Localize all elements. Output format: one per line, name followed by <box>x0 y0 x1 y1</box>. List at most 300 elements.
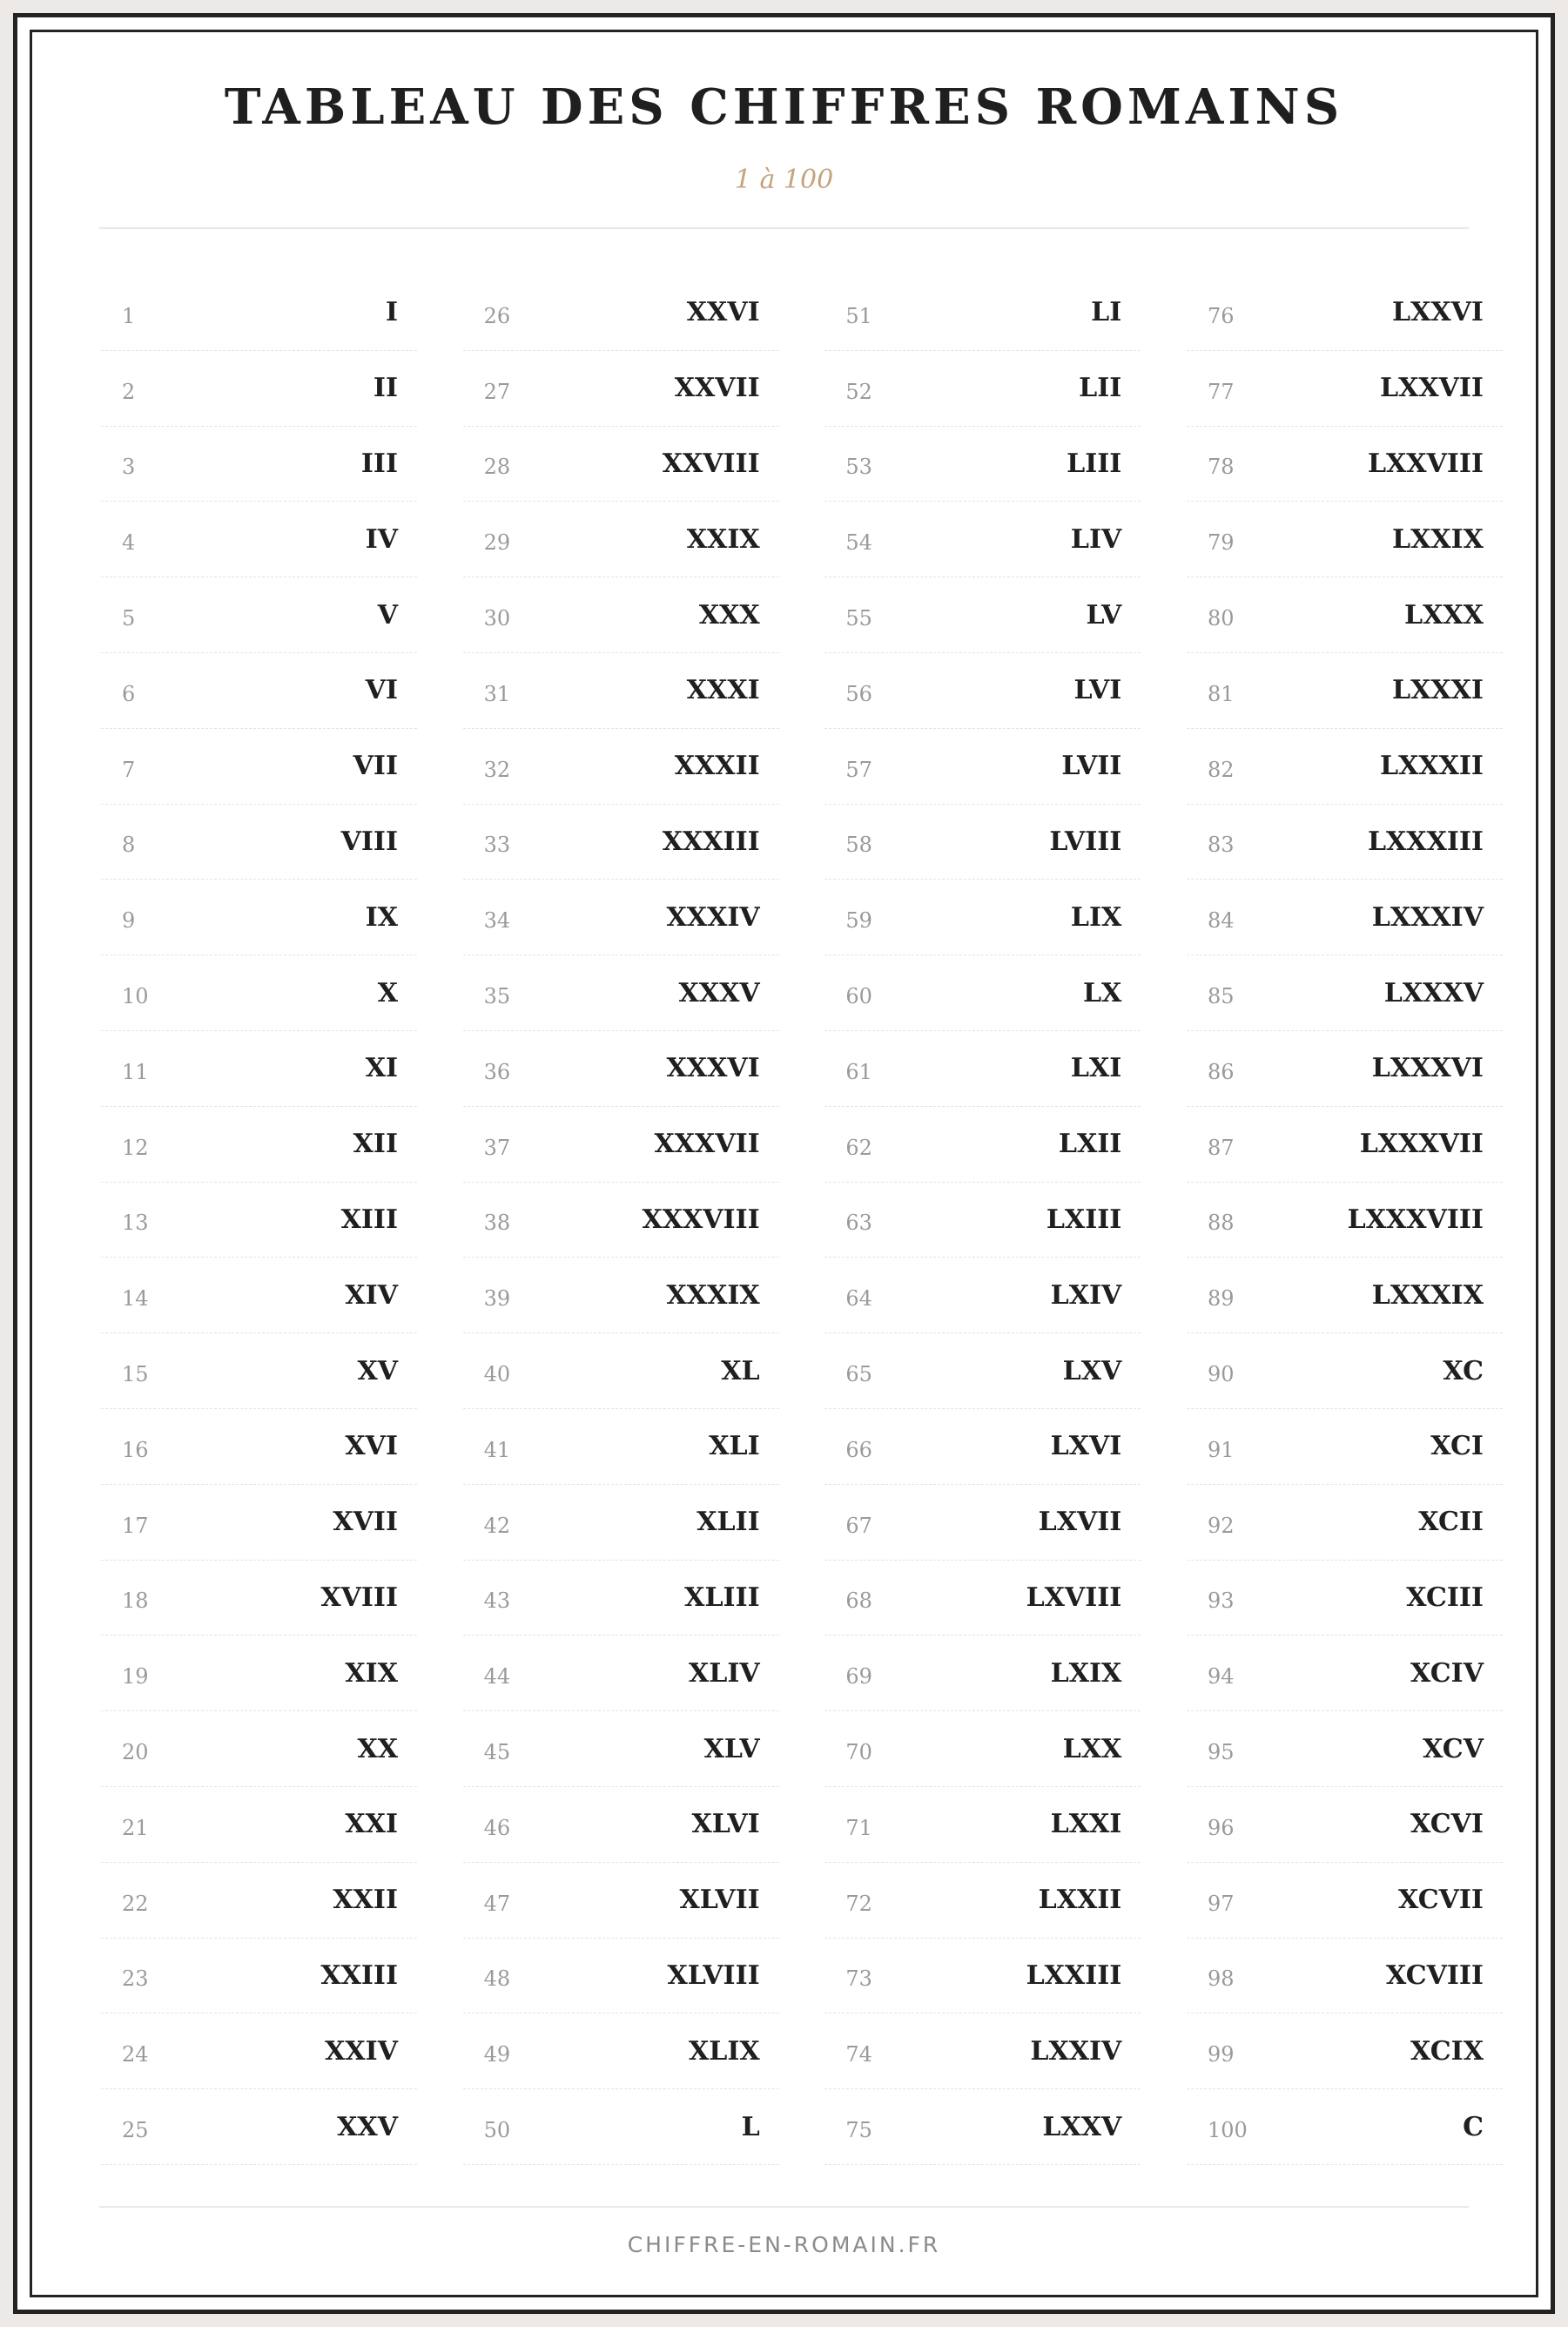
arabic-number: 26 <box>483 303 511 328</box>
arabic-number: 65 <box>845 1362 872 1387</box>
roman-numeral: XXI <box>345 1809 398 1840</box>
roman-numeral: LX <box>1082 977 1122 1008</box>
table-row <box>1187 1939 1503 2014</box>
page-title: TABLEAU DES CHIFFRES ROMAINS <box>224 78 1344 136</box>
table-row <box>101 1333 417 1409</box>
roman-numeral: LXXXII <box>1379 751 1484 782</box>
roman-numeral: LXXVII <box>1379 373 1484 404</box>
arabic-number: 78 <box>1207 455 1235 480</box>
table-row <box>824 1333 1141 1409</box>
roman-numeral: XCIV <box>1410 1657 1484 1689</box>
table-row <box>101 502 417 577</box>
arabic-number: 12 <box>122 1135 149 1160</box>
arabic-number: 86 <box>1207 1059 1235 1084</box>
arabic-number: 33 <box>483 833 511 858</box>
roman-numeral: XXXV <box>678 977 760 1008</box>
arabic-number: 71 <box>845 1815 872 1840</box>
arabic-number: 30 <box>483 606 511 631</box>
arabic-number: 10 <box>122 984 149 1009</box>
roman-numeral: XXVIII <box>662 448 760 479</box>
arabic-number: 58 <box>845 833 872 858</box>
roman-numeral: IV <box>365 523 398 555</box>
arabic-number: 84 <box>1207 908 1235 934</box>
roman-numeral: XXXVI <box>666 1053 760 1084</box>
roman-numeral: LXVII <box>1038 1507 1122 1538</box>
arabic-number: 99 <box>1207 2042 1235 2067</box>
arabic-number: 46 <box>483 1815 511 1840</box>
table-row <box>1187 1031 1503 1107</box>
table-row <box>1187 1258 1503 1333</box>
table-row <box>1187 805 1503 880</box>
arabic-number: 81 <box>1207 681 1235 706</box>
arabic-number: 21 <box>122 1815 149 1840</box>
arabic-number: 17 <box>122 1513 149 1538</box>
table-row <box>463 1333 779 1409</box>
arabic-number: 2 <box>122 379 136 404</box>
table-row <box>101 1107 417 1183</box>
table-row <box>824 1183 1141 1258</box>
arabic-number: 28 <box>483 455 511 480</box>
roman-numeral: XLVIII <box>667 1959 760 1991</box>
arabic-number: 63 <box>845 1211 872 1236</box>
arabic-number: 23 <box>122 1966 149 1992</box>
table-row <box>101 351 417 427</box>
roman-numeral: LIX <box>1070 901 1122 933</box>
roman-numeral: XXII <box>333 1885 398 1916</box>
table-row <box>101 880 417 955</box>
roman-numeral: XXXVIII <box>642 1204 760 1235</box>
arabic-number: 51 <box>845 303 872 328</box>
roman-numeral: XXXII <box>674 751 760 782</box>
table-row <box>824 1863 1141 1939</box>
table-row <box>1187 1333 1503 1409</box>
table-row <box>824 880 1141 955</box>
roman-numeral: LXVIII <box>1026 1582 1122 1613</box>
roman-numeral: LXXIX <box>1392 523 1484 555</box>
arabic-number: 91 <box>1207 1437 1235 1462</box>
arabic-number: 79 <box>1207 530 1235 556</box>
arabic-number: 56 <box>845 681 872 706</box>
roman-numeral: LXXVIII <box>1367 448 1484 479</box>
roman-numeral: II <box>373 373 398 404</box>
table-row <box>1187 2089 1503 2165</box>
arabic-number: 88 <box>1207 1211 1235 1236</box>
roman-numeral: LIII <box>1067 448 1122 479</box>
table-row <box>1187 427 1503 502</box>
table-row <box>101 1939 417 2014</box>
arabic-number: 43 <box>483 1588 511 1614</box>
arabic-number: 9 <box>122 908 136 934</box>
table-row <box>101 805 417 880</box>
table-row <box>101 577 417 653</box>
arabic-number: 97 <box>1207 1891 1235 1916</box>
table-row <box>824 1939 1141 2014</box>
table-row <box>101 729 417 805</box>
table-row <box>824 427 1141 502</box>
arabic-number: 6 <box>122 681 136 706</box>
table-row <box>463 1561 779 1636</box>
arabic-number: 31 <box>483 681 511 706</box>
roman-numeral: XCI <box>1430 1431 1484 1462</box>
roman-numeral: C <box>1463 2111 1484 2142</box>
table-row <box>824 955 1141 1031</box>
arabic-number: 45 <box>483 1740 511 1765</box>
arabic-number: 25 <box>122 2118 149 2143</box>
arabic-number: 39 <box>483 1286 511 1312</box>
roman-numeral: LXI <box>1070 1053 1122 1084</box>
arabic-number: 24 <box>122 2042 149 2067</box>
arabic-number: 95 <box>1207 1740 1235 1765</box>
roman-numeral: XXX <box>698 599 760 631</box>
roman-numeral: LXII <box>1058 1129 1122 1160</box>
roman-numeral: VIII <box>340 826 398 857</box>
arabic-number: 73 <box>845 1966 872 1992</box>
arabic-number: 5 <box>122 606 136 631</box>
table-row <box>824 1636 1141 1711</box>
table-row <box>101 1258 417 1333</box>
roman-numeral: LXXXVI <box>1371 1053 1484 1084</box>
table-column <box>463 275 779 2169</box>
table-row <box>463 427 779 502</box>
roman-numeral: LVI <box>1073 675 1122 706</box>
table-column <box>101 275 417 2169</box>
table-row <box>463 955 779 1031</box>
arabic-number: 70 <box>845 1740 872 1765</box>
table-row <box>101 1485 417 1561</box>
table-row <box>1187 955 1503 1031</box>
table-row <box>824 1031 1141 1107</box>
roman-numeral: LXX <box>1062 1733 1122 1764</box>
arabic-number: 32 <box>483 757 511 782</box>
arabic-number: 94 <box>1207 1664 1235 1690</box>
arabic-number: 42 <box>483 1513 511 1538</box>
numeral-table <box>101 275 1503 2169</box>
roman-numeral: XXIX <box>686 523 760 555</box>
table-row <box>824 1561 1141 1636</box>
roman-numeral: LIV <box>1070 523 1122 555</box>
table-row <box>824 351 1141 427</box>
arabic-number: 49 <box>483 2042 511 2067</box>
roman-numeral: XVI <box>345 1431 398 1462</box>
arabic-number: 64 <box>845 1286 872 1312</box>
poster-frame <box>13 13 1555 2314</box>
arabic-number: 59 <box>845 908 872 934</box>
roman-numeral: XLII <box>697 1507 760 1538</box>
table-row <box>463 577 779 653</box>
arabic-number: 36 <box>483 1059 511 1084</box>
arabic-number: 87 <box>1207 1135 1235 1160</box>
roman-numeral: XI <box>365 1053 398 1084</box>
arabic-number: 41 <box>483 1437 511 1462</box>
table-row <box>1187 1863 1503 1939</box>
table-row <box>824 1107 1141 1183</box>
roman-numeral: XXXIII <box>662 826 760 857</box>
table-row <box>463 1183 779 1258</box>
roman-numeral: XXV <box>337 2111 398 2142</box>
table-row <box>463 1031 779 1107</box>
roman-numeral: VI <box>365 675 398 706</box>
roman-numeral: LI <box>1091 297 1122 328</box>
arabic-number: 38 <box>483 1211 511 1236</box>
table-row <box>101 1183 417 1258</box>
table-row <box>463 653 779 729</box>
roman-numeral: X <box>377 977 398 1008</box>
table-row <box>1187 1107 1503 1183</box>
table-row <box>824 2013 1141 2089</box>
table-row <box>463 805 779 880</box>
table-row <box>463 1636 779 1711</box>
table-row <box>101 653 417 729</box>
roman-numeral: LXXXIX <box>1371 1279 1484 1311</box>
roman-numeral: XXIV <box>325 2035 398 2067</box>
roman-numeral: LXXXVIII <box>1347 1204 1484 1235</box>
roman-numeral: L <box>741 2111 760 2142</box>
table-row <box>463 1939 779 2014</box>
table-row <box>101 1031 417 1107</box>
table-row <box>1187 577 1503 653</box>
roman-numeral: LXIV <box>1050 1279 1122 1311</box>
table-row <box>1187 502 1503 577</box>
table-row <box>101 1863 417 1939</box>
roman-numeral: LXXXIII <box>1367 826 1484 857</box>
arabic-number: 74 <box>845 2042 872 2067</box>
table-row <box>463 502 779 577</box>
arabic-number: 18 <box>122 1588 149 1614</box>
arabic-number: 50 <box>483 2118 511 2143</box>
roman-numeral: XIV <box>345 1279 398 1311</box>
table-row <box>1187 275 1503 351</box>
table-row <box>463 351 779 427</box>
table-row <box>463 2013 779 2089</box>
arabic-number: 98 <box>1207 1966 1235 1992</box>
roman-numeral: XVII <box>333 1507 398 1538</box>
arabic-number: 60 <box>845 984 872 1009</box>
table-row <box>463 1485 779 1561</box>
arabic-number: 4 <box>122 530 136 556</box>
roman-numeral: LXXXVII <box>1359 1129 1484 1160</box>
roman-numeral: LXXIII <box>1026 1959 1122 1991</box>
roman-numeral: LXIX <box>1050 1657 1122 1689</box>
table-row <box>101 427 417 502</box>
table-column <box>1187 275 1503 2169</box>
roman-numeral: LII <box>1079 373 1122 404</box>
roman-numeral: LXXXI <box>1392 675 1484 706</box>
roman-numeral: LXXVI <box>1392 297 1484 328</box>
roman-numeral: LXIII <box>1046 1204 1122 1235</box>
arabic-number: 52 <box>845 379 872 404</box>
arabic-number: 8 <box>122 833 136 858</box>
table-row <box>463 2089 779 2165</box>
roman-numeral: XXXIV <box>666 901 760 933</box>
roman-numeral: XCIII <box>1406 1582 1484 1613</box>
roman-numeral: LXXV <box>1042 2111 1122 2142</box>
table-row <box>463 1107 779 1183</box>
table-row <box>1187 1787 1503 1863</box>
roman-numeral: VII <box>353 751 398 782</box>
roman-numeral: LXV <box>1062 1355 1122 1386</box>
table-row <box>1187 351 1503 427</box>
arabic-number: 68 <box>845 1588 872 1614</box>
table-row <box>101 275 417 351</box>
table-row <box>101 1636 417 1711</box>
table-row <box>1187 729 1503 805</box>
table-row <box>824 1711 1141 1787</box>
arabic-number: 15 <box>122 1362 149 1387</box>
arabic-number: 47 <box>483 1891 511 1916</box>
arabic-number: 34 <box>483 908 511 934</box>
roman-numeral: XLI <box>709 1431 760 1462</box>
table-row <box>101 2089 417 2165</box>
arabic-number: 14 <box>122 1286 149 1312</box>
arabic-number: 20 <box>122 1740 149 1765</box>
table-row <box>1187 1183 1503 1258</box>
roman-numeral: LXXX <box>1404 599 1484 631</box>
arabic-number: 35 <box>483 984 511 1009</box>
table-row <box>1187 1409 1503 1485</box>
arabic-number: 40 <box>483 1362 511 1387</box>
roman-numeral: LVIII <box>1049 826 1122 857</box>
roman-numeral: XLVII <box>679 1885 760 1916</box>
table-row <box>824 1787 1141 1863</box>
arabic-number: 61 <box>845 1059 872 1084</box>
roman-numeral: III <box>360 448 398 479</box>
roman-numeral: XLIX <box>688 2035 760 2067</box>
arabic-number: 55 <box>845 606 872 631</box>
roman-numeral: XXXI <box>686 675 760 706</box>
table-row <box>1187 1561 1503 1636</box>
table-row <box>824 502 1141 577</box>
table-row <box>463 275 779 351</box>
arabic-number: 92 <box>1207 1513 1235 1538</box>
roman-numeral: XCIX <box>1410 2035 1484 2067</box>
table-row <box>463 1258 779 1333</box>
roman-numeral: LXXI <box>1050 1809 1122 1840</box>
arabic-number: 69 <box>845 1664 872 1690</box>
table-row <box>824 1409 1141 1485</box>
arabic-number: 13 <box>122 1211 149 1236</box>
arabic-number: 76 <box>1207 303 1235 328</box>
table-row <box>1187 1711 1503 1787</box>
table-row <box>824 729 1141 805</box>
table-row <box>463 1863 779 1939</box>
arabic-number: 19 <box>122 1664 149 1690</box>
table-row <box>101 1561 417 1636</box>
arabic-number: 82 <box>1207 757 1235 782</box>
roman-numeral: LXXXIV <box>1371 901 1484 933</box>
roman-numeral: XL <box>721 1355 760 1386</box>
footer-divider <box>99 2206 1469 2208</box>
arabic-number: 67 <box>845 1513 872 1538</box>
table-row <box>1187 880 1503 955</box>
roman-numeral: XV <box>357 1355 398 1386</box>
table-row <box>824 805 1141 880</box>
table-row <box>1187 1485 1503 1561</box>
roman-numeral: XCVI <box>1410 1809 1484 1840</box>
table-row <box>824 275 1141 351</box>
roman-numeral: XII <box>353 1129 398 1160</box>
arabic-number: 37 <box>483 1135 511 1160</box>
arabic-number: 7 <box>122 757 136 782</box>
table-row <box>101 1787 417 1863</box>
table-row <box>824 653 1141 729</box>
roman-numeral: XCII <box>1418 1507 1484 1538</box>
arabic-number: 1 <box>122 303 136 328</box>
table-row <box>1187 2013 1503 2089</box>
roman-numeral: IX <box>365 901 398 933</box>
roman-numeral: LXVI <box>1050 1431 1122 1462</box>
roman-numeral: XXVII <box>674 373 760 404</box>
table-row <box>1187 1636 1503 1711</box>
table-row <box>824 577 1141 653</box>
arabic-number: 96 <box>1207 1815 1235 1840</box>
arabic-number: 93 <box>1207 1588 1235 1614</box>
arabic-number: 80 <box>1207 606 1235 631</box>
arabic-number: 54 <box>845 530 872 556</box>
arabic-number: 75 <box>845 2118 872 2143</box>
arabic-number: 57 <box>845 757 872 782</box>
roman-numeral: XCVII <box>1398 1885 1484 1916</box>
arabic-number: 90 <box>1207 1362 1235 1387</box>
arabic-number: 44 <box>483 1664 511 1690</box>
arabic-number: 27 <box>483 379 511 404</box>
header-divider <box>99 227 1469 229</box>
page-subtitle: 1 à 100 <box>734 165 834 195</box>
table-row <box>101 1711 417 1787</box>
roman-numeral: LXXII <box>1038 1885 1122 1916</box>
table-row <box>824 1485 1141 1561</box>
table-row <box>101 1409 417 1485</box>
roman-numeral: XLV <box>703 1733 760 1764</box>
roman-numeral: XXXVII <box>654 1129 760 1160</box>
roman-numeral: LXXXV <box>1383 977 1484 1008</box>
table-row <box>463 1711 779 1787</box>
arabic-number: 77 <box>1207 379 1235 404</box>
arabic-number: 89 <box>1207 1286 1235 1312</box>
arabic-number: 83 <box>1207 833 1235 858</box>
table-row <box>463 729 779 805</box>
roman-numeral: XLIV <box>688 1657 760 1689</box>
arabic-number: 16 <box>122 1437 149 1462</box>
roman-numeral: XXIII <box>320 1959 398 1991</box>
arabic-number: 85 <box>1207 984 1235 1009</box>
roman-numeral: XXXIX <box>666 1279 760 1311</box>
roman-numeral: XC <box>1443 1355 1484 1386</box>
roman-numeral: I <box>385 297 398 328</box>
arabic-number: 66 <box>845 1437 872 1462</box>
arabic-number: 3 <box>122 455 136 480</box>
arabic-number: 11 <box>122 1059 149 1084</box>
roman-numeral: LXXIV <box>1030 2035 1122 2067</box>
table-row <box>824 1258 1141 1333</box>
arabic-number: 72 <box>845 1891 872 1916</box>
roman-numeral: XLIII <box>684 1582 760 1613</box>
roman-numeral: LV <box>1086 599 1122 631</box>
table-row <box>101 2013 417 2089</box>
table-row <box>101 955 417 1031</box>
roman-numeral: LVII <box>1061 751 1122 782</box>
roman-numeral: XVIII <box>320 1582 398 1613</box>
table-row <box>463 1787 779 1863</box>
arabic-number: 100 <box>1207 2118 1248 2143</box>
roman-numeral: XCVIII <box>1385 1959 1484 1991</box>
roman-numeral: XCV <box>1423 1733 1484 1764</box>
table-row <box>463 880 779 955</box>
arabic-number: 22 <box>122 1891 149 1916</box>
table-row <box>824 2089 1141 2165</box>
arabic-number: 29 <box>483 530 511 556</box>
table-row <box>1187 653 1503 729</box>
arabic-number: 62 <box>845 1135 872 1160</box>
